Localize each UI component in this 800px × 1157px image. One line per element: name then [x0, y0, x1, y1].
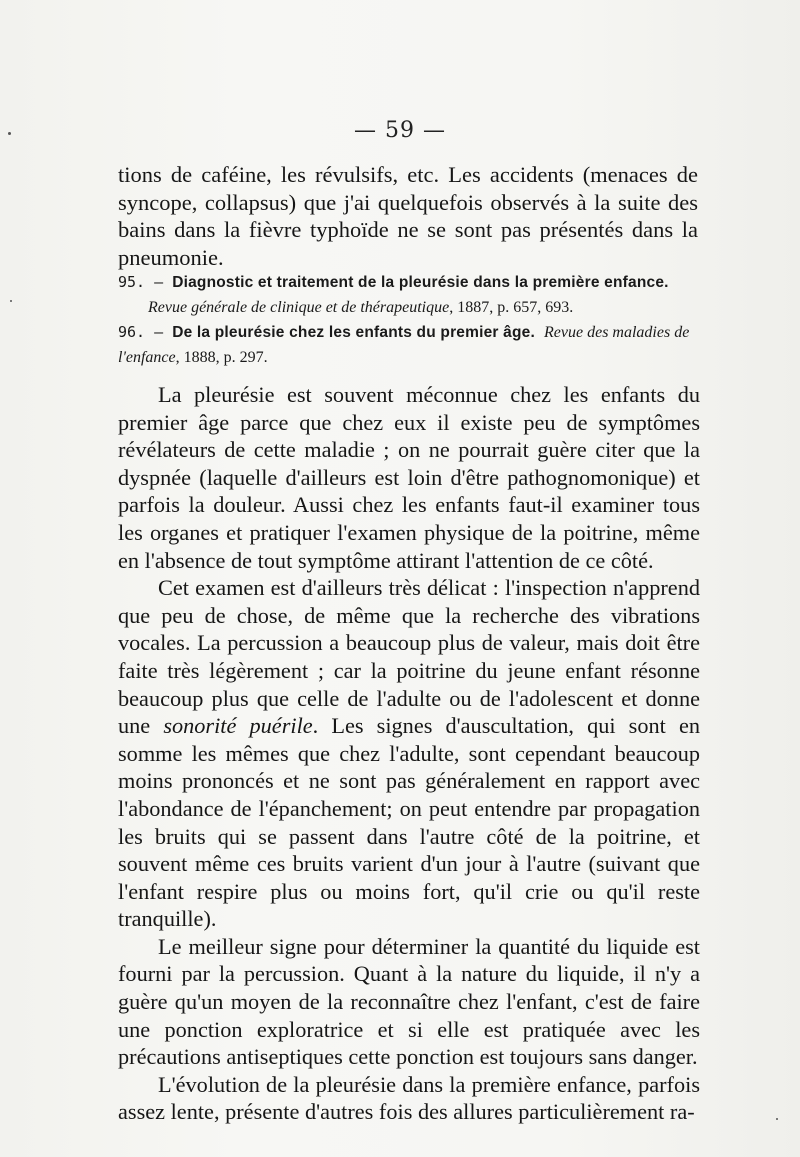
- page-speck: [10, 300, 12, 302]
- note-citation: [118, 295, 698, 320]
- paragraph: La pleurésie est souvent méconnue chez les enfants du premier âge parce que chez eux il existe peu de symptômes révélateurs de cette maladie ; on ne pourrait guère citer que la dyspnée (laquelle d'ailleurs est loin d'être pathognomonique) et parfois la douleur. Aussi chez les enfants faut-il examiner tous les organes et pratiquer l'examen physique de la poitrine, même en l'absence de tout symptôme attirant l'attention de ce côté.: [118, 382, 700, 573]
- note-title: Diagnostic et traitement de la pleurésie dans la première enfance.: [172, 274, 669, 291]
- intro-paragraph-text: tions de caféine, les révulsifs, etc. Les accidents (menaces de syncope, collapsus) que j'ai quelquefois observés à la suite des bains dans la fièvre typhoïde ne se sont pas présentés dans la pneumonie.: [118, 162, 698, 270]
- emphasized-term: sonorité puérile: [163, 713, 313, 739]
- paragraph: Le meilleur signe pour déterminer la quantité du liquide est fourni par la percussion. Quant à la nature du liquide, il n'y a guère qu'un moyen de la reconnaître chez l'enfant, c'est de faire une ponction exploratrice et si elle est pratiquée avec les précautions antiseptiques cette ponction est toujours sans danger.: [118, 933, 700, 1070]
- note-journal: Revue générale de clinique et de thérapeutique: [148, 299, 450, 316]
- page-number: — 59 —: [354, 118, 446, 143]
- bibliography-note: [118, 270, 698, 320]
- note-journal: Revue des maladies de l'enfance: [118, 324, 690, 366]
- bibliography-notes: [118, 270, 698, 370]
- main-text: [118, 381, 700, 1126]
- intro-paragraph: [118, 161, 698, 271]
- note-number: 95.: [118, 273, 146, 291]
- paragraph-text: Cet examen est d'ailleurs très délicat : l'inspection n'apprend que peu de chose, de même que la recherche des vibrations vocales. La percussion a beaucoup plus de valeur, mais doit être faite très légèrement ; car la poitrine du jeune enfant résonne beaucoup plus que celle de l'adulte ou de l'adolescent et donne une: [118, 575, 700, 739]
- note-reference: , 1888, p. 297.: [175, 349, 268, 366]
- note-dash: —: [145, 273, 173, 291]
- note-number: 96.: [118, 323, 146, 341]
- paragraph-text: . Les signes d'auscultation, qui sont en somme les mêmes que chez l'adulte, sont cependant beaucoup moins prononcés et ne sont pas généralement en rapport avec l'abondance de l'épanchement; on peut entendre par propagation les bruits qui se passent dans l'autre côté de la poitrine, et souvent même ces bruits varient d'un jour à l'autre (suivant que l'enfant respire plus ou moins fort, qu'il crie ou qu'il reste tranquille).: [118, 713, 700, 932]
- paragraph: L'évolution de la pleurésie dans la première enfance, parfois assez lente, présente d'autres fois des allures particulièrement ra-: [118, 1071, 700, 1125]
- note-dash: —: [145, 323, 173, 341]
- bibliography-note: [118, 320, 698, 370]
- page-speck: [776, 1118, 778, 1120]
- paragraph: [118, 574, 700, 933]
- note-title: De la pleurésie chez les enfants du premier âge.: [172, 324, 535, 341]
- note-reference: , 1887, p. 657, 693.: [449, 299, 574, 316]
